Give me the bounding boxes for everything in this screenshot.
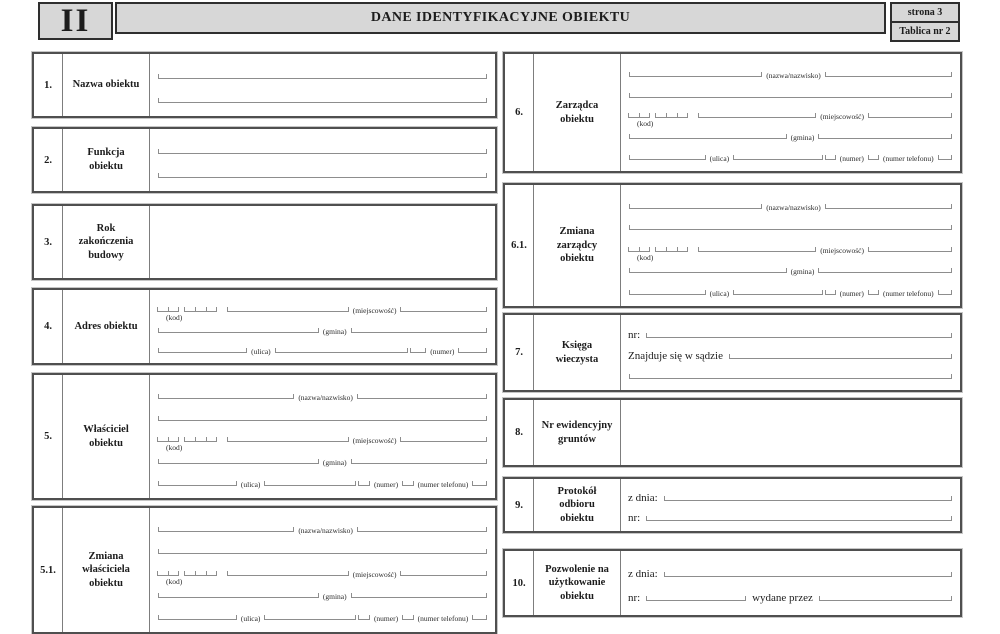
date-prefix: z dnia: xyxy=(628,492,658,504)
nr-prefix: nr: xyxy=(628,592,641,604)
person-line-extra xyxy=(157,409,488,421)
postal-code-cell xyxy=(639,113,650,118)
fill-line[interactable] xyxy=(825,203,952,209)
field-label-nazwa-nazwisko: (nazwa/nazwisko) xyxy=(298,526,353,535)
fill-line[interactable] xyxy=(158,393,294,399)
fill-line[interactable] xyxy=(938,154,952,160)
postal-code-group xyxy=(655,247,688,252)
field-label-kod: (kod) xyxy=(637,119,654,129)
row-content xyxy=(150,129,495,191)
fill-line[interactable] xyxy=(629,373,952,379)
row-funkcja-obiektu xyxy=(32,127,497,193)
fill-line[interactable] xyxy=(158,347,247,353)
fill-line[interactable] xyxy=(400,306,487,312)
row-wlasciciel-obiektu xyxy=(32,373,497,500)
fill-line[interactable] xyxy=(400,570,487,576)
person-line-extra xyxy=(628,218,953,230)
fill-line[interactable] xyxy=(410,347,426,353)
row-zarzadca-obiektu xyxy=(503,52,962,173)
postal-code-cell xyxy=(157,437,168,442)
row-label: Księga wieczysta xyxy=(534,315,621,390)
page-info-box xyxy=(890,2,960,42)
field-label-gmina: (gmina) xyxy=(322,326,347,336)
fill-line[interactable] xyxy=(646,332,952,338)
fill-line[interactable] xyxy=(158,148,487,154)
register-line-nr xyxy=(628,326,953,341)
fill-line[interactable] xyxy=(402,614,414,620)
fill-line[interactable] xyxy=(629,71,762,77)
person-line-extra xyxy=(157,542,488,554)
row-rok-zakonczenia-budowy xyxy=(32,204,497,280)
fill-line[interactable] xyxy=(729,353,952,359)
row-nazwa-obiektu xyxy=(32,52,497,118)
person-line-name xyxy=(157,387,488,402)
fill-line[interactable] xyxy=(868,289,879,295)
fill-line[interactable] xyxy=(825,289,836,295)
permit-line-nr-issuedby xyxy=(628,589,953,604)
postal-code-cell xyxy=(168,307,179,312)
person-line-gmina xyxy=(157,586,488,601)
fill-line[interactable] xyxy=(629,289,706,295)
field-label-ulica: (ulica) xyxy=(709,154,730,164)
postal-code-group xyxy=(157,307,179,312)
postal-code-group xyxy=(628,113,650,118)
field-label-nazwa-nazwisko: (nazwa/nazwisko) xyxy=(766,70,821,80)
row-content xyxy=(621,185,960,306)
fill-line[interactable] xyxy=(351,327,487,333)
fill-line[interactable] xyxy=(402,480,414,486)
row-content xyxy=(150,54,495,116)
postal-code-group xyxy=(184,307,217,312)
field-label-gmina: (gmina) xyxy=(790,133,815,143)
row-number: 3. xyxy=(34,206,63,278)
row-content xyxy=(150,290,495,363)
left-column xyxy=(32,52,497,634)
person-line-ulica-numer-telefon xyxy=(628,148,953,164)
row-label: Adres obiektu xyxy=(63,290,150,363)
postal-code-boxes[interactable] xyxy=(628,113,688,129)
fill-line[interactable] xyxy=(664,571,952,577)
row-content xyxy=(621,551,960,615)
postal-code-boxes[interactable] xyxy=(157,571,217,586)
person-line-kod-miejscowosc xyxy=(157,430,488,453)
fill-line[interactable] xyxy=(938,289,952,295)
fill-line[interactable] xyxy=(158,480,237,486)
fill-line[interactable] xyxy=(351,458,487,464)
postal-code-cell xyxy=(206,571,217,576)
fill-line[interactable] xyxy=(664,495,952,501)
fill-line[interactable] xyxy=(733,154,822,160)
row-content xyxy=(150,508,495,632)
fill-line[interactable] xyxy=(472,614,487,620)
field-label-kod: (kod) xyxy=(166,313,183,323)
register-line-extra xyxy=(628,367,953,379)
row-content xyxy=(621,315,960,390)
row-number: 5. xyxy=(34,375,63,498)
row-content[interactable] xyxy=(150,206,495,278)
postal-code-cell xyxy=(655,113,666,118)
row-content xyxy=(621,479,960,531)
postal-code-cell xyxy=(206,307,217,312)
fill-line[interactable] xyxy=(629,133,787,139)
fill-line[interactable] xyxy=(158,327,319,333)
person-line-name xyxy=(157,520,488,535)
row-pozwolenie-na-uzytkowanie xyxy=(503,549,962,617)
postal-code-cell xyxy=(206,437,217,442)
fill-line[interactable] xyxy=(646,595,746,601)
fill-line[interactable] xyxy=(458,347,487,353)
person-line-name xyxy=(628,65,953,80)
postal-code-cell xyxy=(195,571,206,576)
person-line-kod-miejscowosc xyxy=(628,106,953,129)
permit-line-date xyxy=(628,565,953,580)
row-label: Funkcja obiektu xyxy=(63,129,150,191)
register-line-court xyxy=(628,347,953,362)
postal-code-group xyxy=(655,113,688,118)
fill-line[interactable] xyxy=(158,614,237,620)
fill-line[interactable] xyxy=(698,246,816,252)
row-number: 4. xyxy=(34,290,63,363)
postal-code-cell xyxy=(639,247,650,252)
protocol-line-date xyxy=(628,489,953,504)
person-line-gmina xyxy=(628,127,953,143)
row-label: Zmiana zarządcy obiektu xyxy=(534,185,621,306)
postal-code-cell xyxy=(168,571,179,576)
postal-code-boxes[interactable] xyxy=(157,307,217,323)
postal-code-group xyxy=(628,247,650,252)
row-label: Zarządca obiektu xyxy=(534,54,621,171)
fill-line[interactable] xyxy=(158,73,487,79)
row-zmiana-zarzadcy-obiektu xyxy=(503,183,962,308)
field-label-nazwa-nazwisko: (nazwa/nazwisko) xyxy=(766,202,821,212)
person-line-extra xyxy=(628,86,953,98)
postal-code-cell xyxy=(157,571,168,576)
person-line-ulica-numer-telefon xyxy=(157,608,488,623)
row-number: 9. xyxy=(505,479,534,531)
row-ksiega-wieczysta xyxy=(503,313,962,392)
person-line-kod-miejscowosc xyxy=(157,564,488,586)
fill-line[interactable] xyxy=(698,112,816,118)
fill-line[interactable] xyxy=(357,526,487,532)
row-content[interactable] xyxy=(621,400,960,465)
fill-line[interactable] xyxy=(158,548,487,554)
field-label-numer-telefonu: (numer telefonu) xyxy=(883,154,934,164)
postal-code-group xyxy=(184,437,217,442)
fill-line[interactable] xyxy=(825,154,836,160)
postal-code-cell xyxy=(184,571,195,576)
fill-line[interactable] xyxy=(472,480,487,486)
right-column xyxy=(503,52,962,617)
postal-code-cell xyxy=(677,247,688,252)
fill-line[interactable] xyxy=(158,97,487,103)
row-number: 5.1. xyxy=(34,508,63,632)
row-adres-obiektu xyxy=(32,288,497,365)
postal-code-cell xyxy=(195,437,206,442)
fill-line[interactable] xyxy=(868,112,952,118)
postal-code-cell xyxy=(666,247,677,252)
postal-code-cell xyxy=(677,113,688,118)
postal-code-group xyxy=(157,571,179,576)
table-number-label: Tablica nr 2 xyxy=(892,21,958,40)
row-label: Nr ewidencyjny gruntów xyxy=(534,400,621,465)
section-number: II xyxy=(60,2,91,39)
postal-code-group xyxy=(157,437,179,442)
row-label: Nazwa obiektu xyxy=(63,54,150,116)
form-title-bar xyxy=(115,2,886,34)
address-line-kod-miejscowosc xyxy=(157,300,488,323)
field-label-numer: (numer) xyxy=(430,346,455,356)
row-nr-ewidencyjny-gruntow xyxy=(503,398,962,467)
row-number: 1. xyxy=(34,54,63,116)
person-line-ulica-numer-telefon xyxy=(628,283,953,298)
postal-code-boxes[interactable] xyxy=(628,247,688,262)
postal-code-cell xyxy=(628,113,639,118)
field-label-numer: (numer) xyxy=(373,480,399,490)
field-label-numer-telefonu: (numer telefonu) xyxy=(417,614,469,623)
fill-line[interactable] xyxy=(629,92,952,98)
field-label-gmina: (gmina) xyxy=(322,592,347,601)
fill-line[interactable] xyxy=(358,480,370,486)
field-label-miejscowosc: (miejscowość) xyxy=(820,112,864,122)
postal-code-group xyxy=(184,571,217,576)
field-label-kod: (kod) xyxy=(166,443,183,453)
postal-code-cell xyxy=(184,307,195,312)
fill-line[interactable] xyxy=(351,592,487,598)
field-label-numer-telefonu: (numer telefonu) xyxy=(417,480,469,490)
row-number: 8. xyxy=(505,400,534,465)
fill-line[interactable] xyxy=(629,224,952,230)
field-label-ulica: (ulica) xyxy=(709,288,730,298)
issued-by-label: wydane przez xyxy=(752,592,813,604)
fill-line[interactable] xyxy=(400,436,487,442)
row-zmiana-wlasciciela-obiektu xyxy=(32,506,497,634)
form-title: DANE IDENTYFIKACYJNE OBIEKTU xyxy=(370,10,631,25)
nr-prefix: nr: xyxy=(628,328,641,341)
section-number-box xyxy=(38,2,113,40)
postal-code-boxes[interactable] xyxy=(157,437,217,453)
field-label-ulica: (ulica) xyxy=(251,346,271,356)
address-line-gmina xyxy=(157,321,488,336)
fill-line[interactable] xyxy=(158,172,487,178)
fill-line[interactable] xyxy=(158,415,487,421)
fill-line[interactable] xyxy=(358,614,370,620)
field-label-miejscowosc: (miejscowość) xyxy=(352,436,397,446)
fill-line[interactable] xyxy=(629,267,787,273)
person-line-gmina xyxy=(157,452,488,468)
fill-line[interactable] xyxy=(158,458,319,464)
fill-line[interactable] xyxy=(868,246,952,252)
row-number: 7. xyxy=(505,315,534,390)
field-label-kod: (kod) xyxy=(166,577,183,586)
postal-code-cell xyxy=(195,307,206,312)
fill-line[interactable] xyxy=(158,526,294,532)
row-label: Pozwolenie na użytkowanie obiektu xyxy=(534,551,621,615)
row-label: Rok zakończenia budowy xyxy=(63,206,150,278)
field-label-numer: (numer) xyxy=(839,154,864,164)
fill-line[interactable] xyxy=(227,306,349,312)
field-label-miejscowosc: (miejscowość) xyxy=(352,570,397,579)
postal-code-cell xyxy=(628,247,639,252)
row-label: Właściciel obiektu xyxy=(63,375,150,498)
fill-line[interactable] xyxy=(264,614,356,620)
postal-code-cell xyxy=(184,437,195,442)
row-content xyxy=(150,375,495,498)
row-label: Protokół odbioru obiektu xyxy=(534,479,621,531)
row-content xyxy=(621,54,960,171)
row-number: 6.1. xyxy=(505,185,534,306)
field-label-numer: (numer) xyxy=(839,288,864,298)
date-prefix: z dnia: xyxy=(628,568,658,580)
postal-code-cell xyxy=(157,307,168,312)
protocol-line-nr xyxy=(628,509,953,524)
field-label-gmina: (gmina) xyxy=(322,458,347,468)
field-label-nazwa-nazwisko: (nazwa/nazwisko) xyxy=(298,392,353,402)
fill-line[interactable] xyxy=(264,480,356,486)
person-line-gmina xyxy=(628,261,953,276)
row-label: Zmiana właściciela obiektu xyxy=(63,508,150,632)
field-label-numer: (numer) xyxy=(373,614,399,623)
postal-code-cell xyxy=(655,247,666,252)
fill-line[interactable] xyxy=(629,203,762,209)
person-line-name xyxy=(628,197,953,212)
field-label-miejscowosc: (miejscowość) xyxy=(352,306,397,316)
field-label-kod: (kod) xyxy=(637,252,654,262)
page-number-label: strona 3 xyxy=(907,7,943,18)
fill-line[interactable] xyxy=(357,393,487,399)
row-number: 6. xyxy=(505,54,534,171)
nr-prefix: nr: xyxy=(628,512,641,524)
row-protokol-odbioru-obiektu xyxy=(503,477,962,533)
field-label-gmina: (gmina) xyxy=(790,267,815,276)
postal-code-cell xyxy=(666,113,677,118)
fill-line[interactable] xyxy=(275,347,409,353)
postal-code-cell xyxy=(168,437,179,442)
fill-line[interactable] xyxy=(818,133,952,139)
row-number: 10. xyxy=(505,551,534,615)
court-prefix: Znajduje się w sądzie xyxy=(628,349,723,362)
fill-line[interactable] xyxy=(819,595,952,601)
fill-line[interactable] xyxy=(825,71,952,77)
fill-line[interactable] xyxy=(629,154,706,160)
field-label-miejscowosc: (miejscowość) xyxy=(820,245,864,255)
fill-line[interactable] xyxy=(227,436,349,442)
fill-line[interactable] xyxy=(818,267,952,273)
fill-line[interactable] xyxy=(227,570,349,576)
field-label-numer-telefonu: (numer telefonu) xyxy=(883,288,934,298)
field-label-ulica: (ulica) xyxy=(240,480,261,490)
fill-line[interactable] xyxy=(646,515,952,521)
person-line-ulica-numer-telefon xyxy=(157,474,488,490)
fill-line[interactable] xyxy=(158,592,319,598)
row-number: 2. xyxy=(34,129,63,191)
field-label-ulica: (ulica) xyxy=(240,614,261,623)
person-line-kod-miejscowosc xyxy=(628,240,953,262)
address-line-ulica-numer xyxy=(157,341,488,356)
fill-line[interactable] xyxy=(733,289,822,295)
fill-line[interactable] xyxy=(868,154,879,160)
